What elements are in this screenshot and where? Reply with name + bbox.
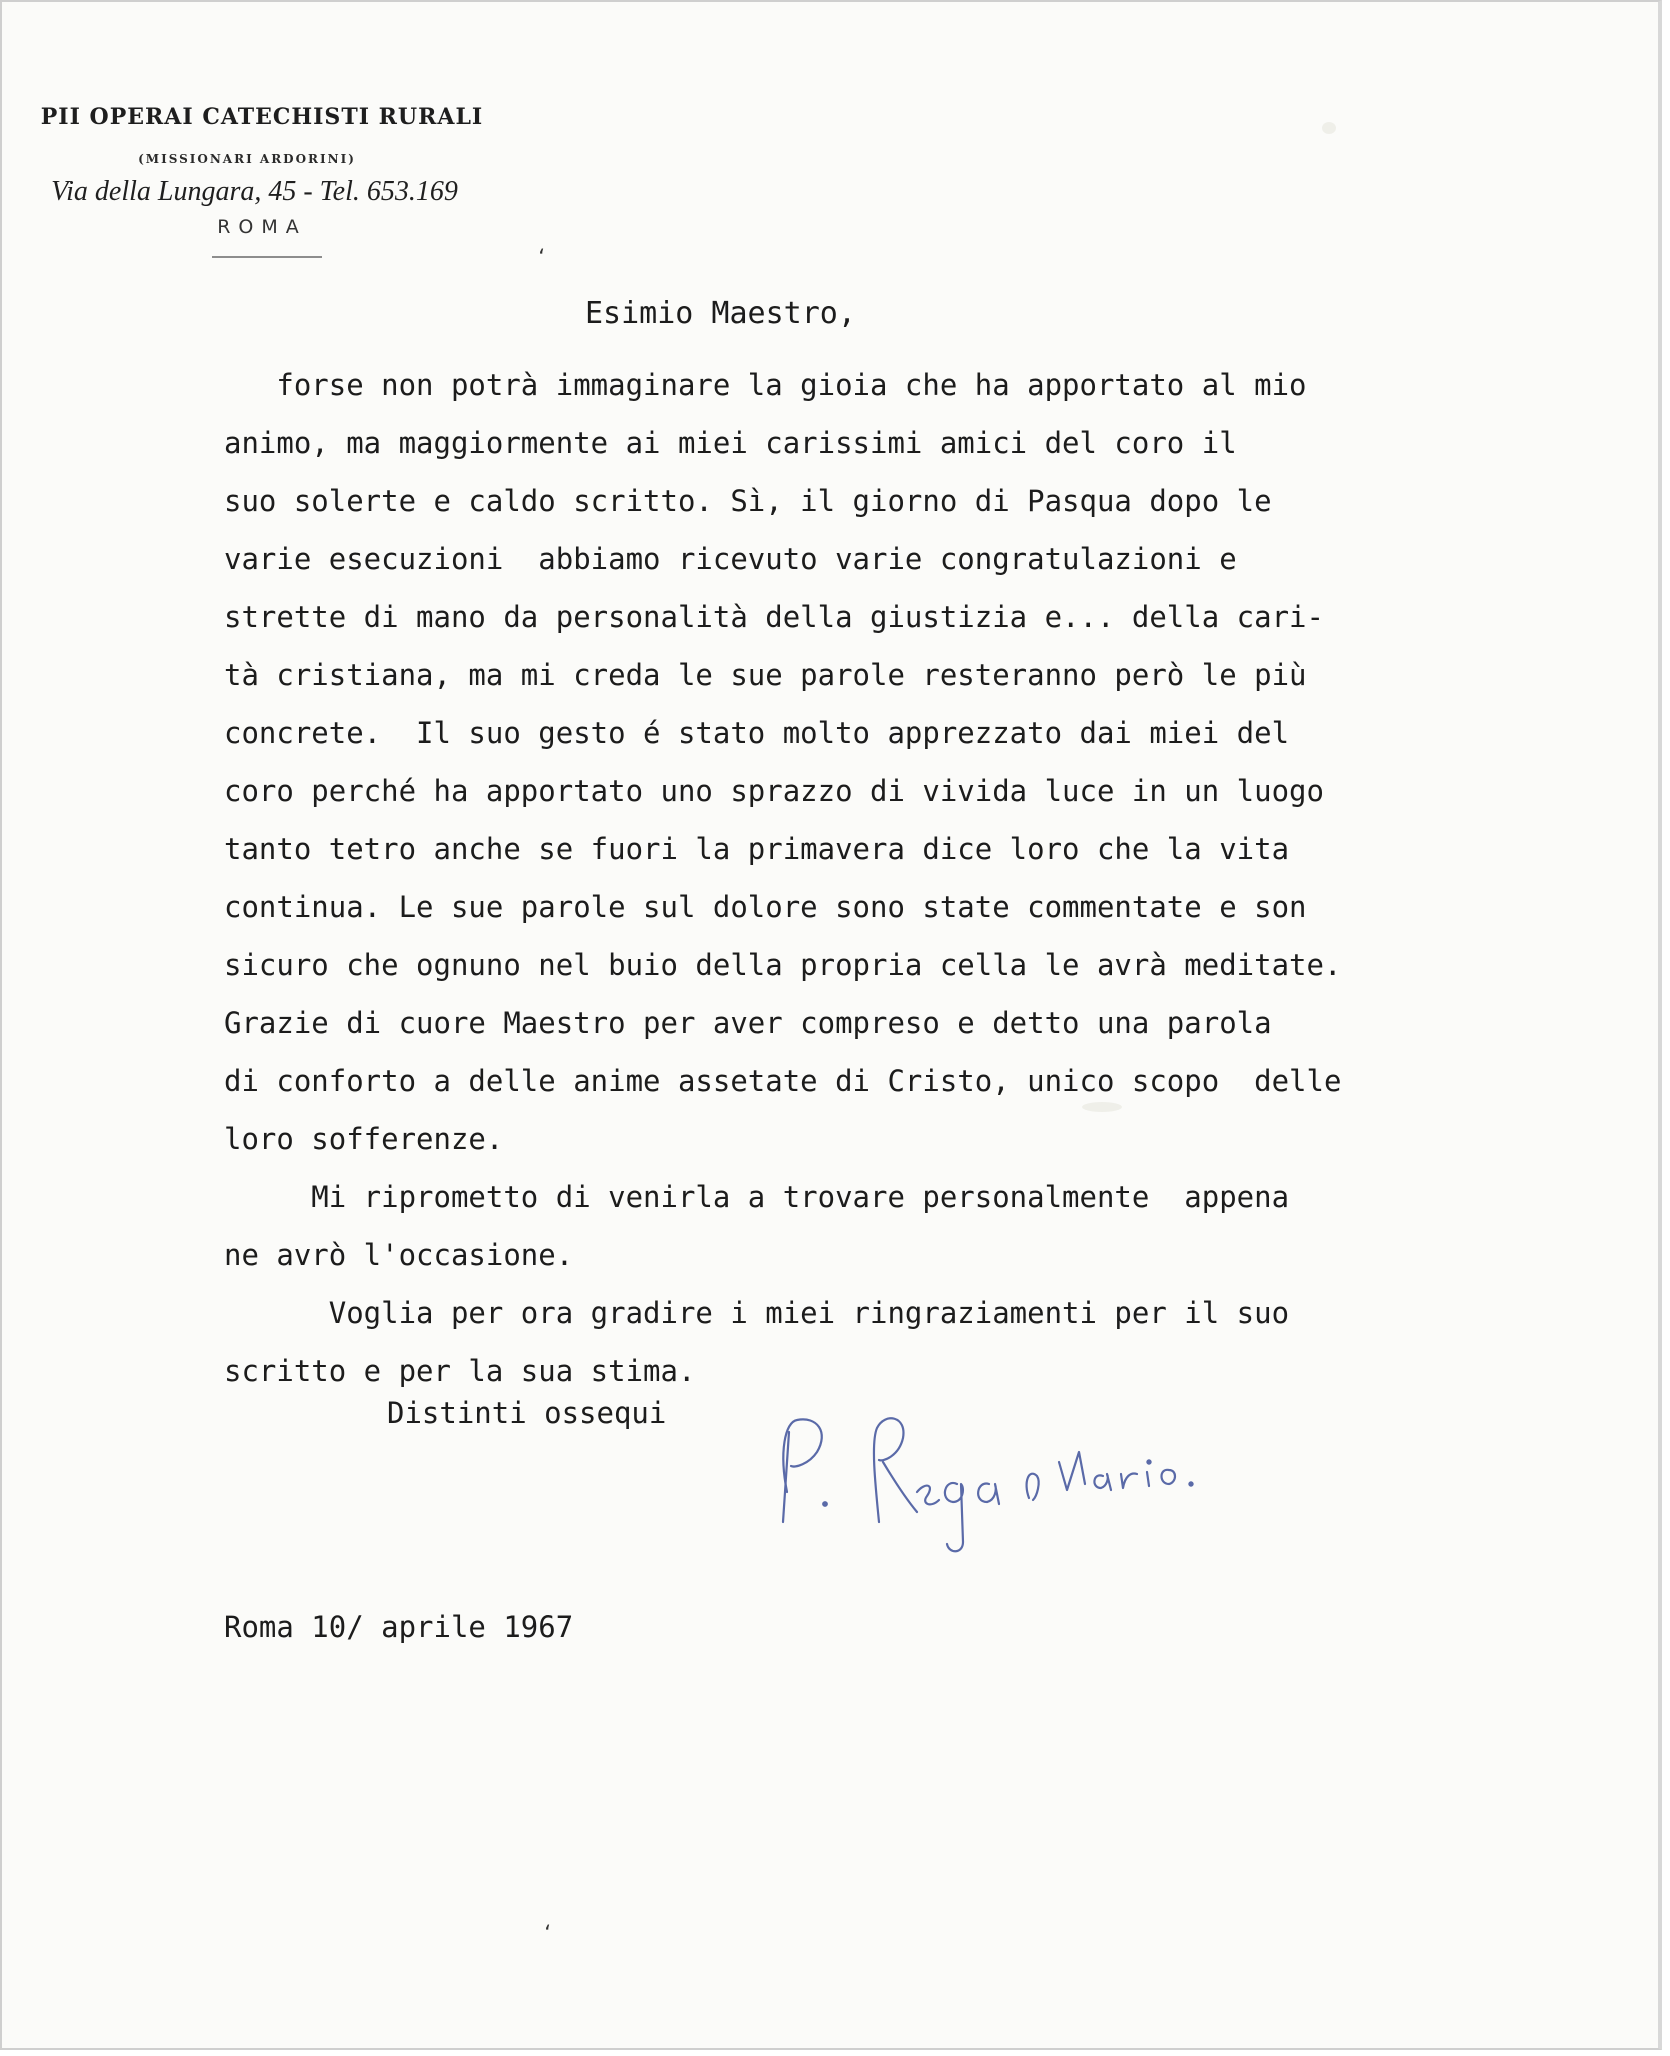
body-line: varie esecuzioni abbiamo ricevuto varie congratulazioni e <box>224 542 1237 576</box>
typewriter-mark: ‘ <box>536 246 547 267</box>
letterhead-rule <box>212 256 322 258</box>
letterhead-address: Via della Lungara, 45 - Tel. 653.169 <box>51 176 458 207</box>
letter-body <box>224 356 1524 1400</box>
body-line: loro sofferenze. <box>224 1122 504 1156</box>
body-line: scritto e per la sua stima. <box>224 1354 696 1388</box>
body-line: ne avrò l'occasione. <box>224 1238 574 1272</box>
body-line: tà cristiana, ma mi creda le sue parole resteranno però le più <box>224 658 1307 692</box>
paper-stain <box>1322 122 1336 134</box>
body-line: Voglia per ora gradire i miei ringraziamenti per il suo <box>224 1296 1290 1330</box>
letterhead-subtitle: (MISSIONARI ARDORINI) <box>138 152 356 166</box>
closing: Distinti ossequi <box>387 1396 667 1430</box>
body-line: di conforto a delle anime assetate di Cristo, unico scopo delle <box>224 1064 1342 1098</box>
body-line: animo, ma maggiormente ai miei carissimi amici del coro il <box>224 426 1237 460</box>
salutation: Esimio Maestro, <box>585 296 856 331</box>
letter-date: Roma 10/ aprile 1967 <box>224 1610 574 1644</box>
body-line: suo solerte e caldo scritto. Sì, il giorno di Pasqua dopo le <box>224 484 1272 518</box>
body-line: strette di mano da personalità della giustizia e... della cari- <box>224 600 1324 634</box>
body-line: tanto tetro anche se fuori la primavera dice loro che la vita <box>224 832 1290 866</box>
body-line: concrete. Il suo gesto é stato molto apprezzato dai miei del <box>224 716 1290 750</box>
body-line: Grazie di cuore Maestro per aver compreso e detto una parola <box>224 1006 1272 1040</box>
handwritten-signature <box>767 1372 1287 1562</box>
letterhead-city: ROMA <box>217 216 307 238</box>
body-line: continua. Le sue parole sul dolore sono state commentate e son <box>224 890 1307 924</box>
body-line: coro perché ha apportato uno sprazzo di vivida luce in un luogo <box>224 774 1324 808</box>
letterhead-org-name: PII OPERAI CATECHISTI RURALI <box>40 104 484 130</box>
body-line: Mi riprometto di venirla a trovare personalmente appena <box>224 1180 1290 1214</box>
body-line: sicuro che ognuno nel buio della propria cella le avrà meditate. <box>224 948 1342 982</box>
typewriter-mark: ‘ <box>542 1922 553 1943</box>
body-line: forse non potrà immaginare la gioia che ha apportato al mio <box>224 368 1307 402</box>
